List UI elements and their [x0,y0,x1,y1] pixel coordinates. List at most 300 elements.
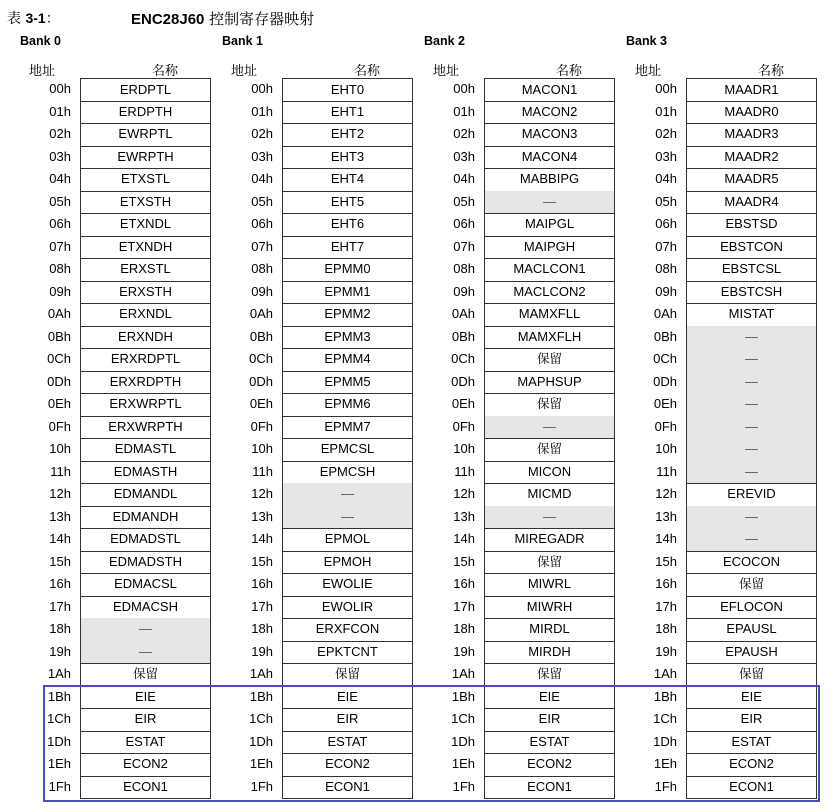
register-name: EIE [80,686,211,710]
unimplemented-register: — [686,506,817,530]
reserved-register: 保留 [484,393,615,417]
register-name: MAIPGH [484,236,615,260]
register-name: MIWRH [484,596,615,620]
table-row [209,528,419,551]
register-name: MACON1 [484,78,615,102]
register-name: MAADR1 [686,78,817,102]
register-address: 08h [453,261,475,276]
table-row [411,213,621,236]
register-address: 1Ch [451,711,475,726]
table-row [613,506,823,529]
register-name: EPMM7 [282,416,413,440]
table-row [411,303,621,326]
register-name: EBSTCSL [686,258,817,282]
register-name: EIE [686,686,817,710]
register-name: ETXNDL [80,213,211,237]
register-address: 0Fh [654,418,677,434]
register-address: 05h [251,193,273,209]
register-address: 15h [49,553,71,569]
register-address: 1Dh [47,733,71,749]
register-address: 10h [49,441,71,456]
register-address: 13h [453,508,475,524]
table-row [7,168,217,191]
table-row [209,101,419,124]
table-row [209,371,419,394]
register-name: ESTAT [80,731,211,755]
register-name: EIR [686,708,817,732]
register-address: 06h [251,216,273,231]
register-address: 1Ah [451,666,475,681]
register-address: 17h [49,598,71,614]
register-name: MIRDH [484,641,615,665]
reserved-register: 保留 [484,438,615,462]
table-row [411,483,621,506]
register-address: 0Dh [249,373,273,389]
register-address: 0Dh [451,373,475,389]
register-address: 11h [454,463,475,479]
register-address: 0Ch [653,351,677,366]
name-column-header: 名称 [555,64,582,79]
register-name: MAADR2 [686,146,817,170]
table-row [209,303,419,326]
table-row [7,461,217,484]
table-row [209,438,419,461]
register-name: ETXSTL [80,168,211,192]
register-address: 0Bh [653,328,677,344]
register-address: 07h [251,238,273,254]
register-name: EDMACSL [80,573,211,597]
table-row [209,123,419,146]
register-address: 1Dh [249,733,273,749]
register-name: MAADR5 [686,168,817,192]
table-row [411,416,621,439]
table-row [7,123,217,146]
register-address: 12h [655,486,677,501]
register-address: 0Bh [249,328,273,344]
bank-title: Bank 1 [222,34,263,48]
register-name: MACON4 [484,146,615,170]
register-name: MAADR3 [686,123,817,147]
register-name: MAIPGL [484,213,615,237]
bank-title: Bank 3 [626,34,667,48]
register-address: 15h [453,553,475,569]
register-address: 06h [453,216,475,231]
register-address: 0Ah [47,306,71,321]
register-address: 12h [251,486,273,501]
register-name: ECOCON [686,551,817,575]
register-address: 18h [655,621,677,636]
register-address: 08h [655,261,677,276]
register-address: 0Dh [47,373,71,389]
table-row [7,528,217,551]
table-row [7,371,217,394]
register-name: EPMM3 [282,326,413,350]
reserved-register: 保留 [686,663,817,687]
address-column-header: 地址 [231,64,258,79]
register-name: MACON2 [484,101,615,125]
address-column-header: 地址 [433,64,460,79]
register-address: 02h [453,126,475,141]
register-name: ECON1 [80,776,211,800]
table-row [613,483,823,506]
register-name: ERXNDH [80,326,211,350]
register-name: EPMM5 [282,371,413,395]
name-column-header: 名称 [353,64,380,79]
table-row [7,281,217,304]
register-address: 0Ah [451,306,475,321]
register-name: ERXSTH [80,281,211,305]
register-name: EIE [484,686,615,710]
table-row [7,146,217,169]
table-row [7,416,217,439]
register-name: EFLOCON [686,596,817,620]
address-column-header: 地址 [29,64,56,79]
table-row [209,213,419,236]
table-row [209,753,419,776]
register-name: EHT2 [282,123,413,147]
table-row [613,641,823,664]
register-name: EWRPTL [80,123,211,147]
register-name: MABBIPG [484,168,615,192]
unimplemented-register: — [686,348,817,372]
table-row [209,281,419,304]
register-address: 05h [655,193,677,209]
table-row [7,438,217,461]
table-row [411,551,621,574]
table-row [209,731,419,754]
register-address: 12h [453,486,475,501]
register-name: MAMXFLH [484,326,615,350]
table-row [613,528,823,551]
unimplemented-register: — [282,483,413,507]
unimplemented-register: — [80,618,211,642]
register-address: 1Eh [451,756,475,771]
table-row [7,258,217,281]
table-row [411,573,621,596]
register-name: EHT6 [282,213,413,237]
register-address: 1Bh [451,688,475,704]
table-row [7,483,217,506]
register-name: EIE [282,686,413,710]
register-name: EPMCSL [282,438,413,462]
register-address: 10h [453,441,475,456]
register-name: ECON2 [282,753,413,777]
register-address: 13h [655,508,677,524]
register-address: 02h [251,126,273,141]
register-address: 19h [49,643,71,659]
register-address: 1Bh [653,688,677,704]
table-row [7,573,217,596]
register-address: 06h [655,216,677,231]
register-address: 17h [655,598,677,614]
register-name: ECON1 [686,776,817,800]
register-name: EHT0 [282,78,413,102]
table-row [7,686,217,709]
register-name: EBSTCON [686,236,817,260]
register-name: EIR [484,708,615,732]
table-row [411,641,621,664]
register-address: 1Ah [47,666,71,681]
register-name: EPMM6 [282,393,413,417]
table-row [209,236,419,259]
table-row [613,303,823,326]
register-name: EWOLIR [282,596,413,620]
table-row [7,326,217,349]
register-address: 0Eh [47,396,71,411]
register-name: ERDPTH [80,101,211,125]
table-row [411,753,621,776]
table-row [613,618,823,641]
register-name: EPMM2 [282,303,413,327]
register-address: 11h [656,463,677,479]
table-row [411,168,621,191]
table-row [411,393,621,416]
register-address: 1Bh [47,688,71,704]
table-row [411,663,621,686]
address-column-header: 地址 [635,64,662,79]
register-address: 11h [50,463,71,479]
table-row [7,618,217,641]
table-row [7,641,217,664]
register-name: EDMADSTL [80,528,211,552]
table-row [7,303,217,326]
register-name: EDMANDH [80,506,211,530]
register-address: 00h [655,81,677,96]
table-row [7,101,217,124]
register-address: 09h [453,283,475,299]
register-name: ERXRDPTL [80,348,211,372]
register-address: 04h [49,171,71,186]
register-address: 04h [453,171,475,186]
register-name: ERXNDL [80,303,211,327]
table-row [411,596,621,619]
register-address: 09h [655,283,677,299]
register-address: 19h [453,643,475,659]
register-address: 01h [453,103,475,119]
table-row [613,776,823,799]
register-address: 15h [655,553,677,569]
table-row [613,416,823,439]
table-row [411,326,621,349]
register-address: 14h [251,531,273,546]
table-row [209,596,419,619]
register-name: EBSTSD [686,213,817,237]
register-address: 1Ah [249,666,273,681]
table-row [613,596,823,619]
register-name: ESTAT [282,731,413,755]
register-address: 1Fh [452,778,475,794]
register-name: EWOLIE [282,573,413,597]
register-name: MACLCON2 [484,281,615,305]
register-address: 13h [251,508,273,524]
unimplemented-register: — [80,641,211,665]
bank-title: Bank 0 [20,34,61,48]
table-row [7,708,217,731]
unimplemented-register: — [282,506,413,530]
register-address: 18h [251,621,273,636]
register-name: EWRPTH [80,146,211,170]
table-row [613,371,823,394]
register-name: EDMANDL [80,483,211,507]
register-address: 1Fh [250,778,273,794]
register-name: EDMACSH [80,596,211,620]
table-row [411,438,621,461]
register-address: 14h [453,531,475,546]
register-address: 0Ah [653,306,677,321]
register-address: 12h [49,486,71,501]
register-address: 09h [251,283,273,299]
register-name: MISTAT [686,303,817,327]
table-row [209,416,419,439]
register-address: 02h [49,126,71,141]
register-address: 1Bh [249,688,273,704]
register-name: EDMASTH [80,461,211,485]
register-name: MIREGADR [484,528,615,552]
table-row [613,213,823,236]
table-row [209,191,419,214]
table-row [209,78,419,101]
register-name: ERXWRPTH [80,416,211,440]
name-column-header: 名称 [757,64,784,79]
register-address: 16h [49,576,71,591]
table-row [411,618,621,641]
register-address: 13h [49,508,71,524]
table-row [209,258,419,281]
reserved-register: 保留 [686,573,817,597]
table-row [613,123,823,146]
table-row [7,213,217,236]
register-address: 10h [251,441,273,456]
table-title: ENC28J60 控制寄存器映射 [131,10,315,28]
register-name: EREVID [686,483,817,507]
table-row [411,776,621,799]
register-address: 00h [251,81,273,96]
table-row [613,708,823,731]
register-address: 15h [251,553,273,569]
table-row [613,146,823,169]
register-name: EPMOH [282,551,413,575]
register-name: ERXFCON [282,618,413,642]
register-name: EHT5 [282,191,413,215]
table-row [411,506,621,529]
table-row [209,686,419,709]
table-row [411,123,621,146]
register-name: MAADR0 [686,101,817,125]
table-row [613,753,823,776]
table-row [209,506,419,529]
register-address: 0Fh [48,418,71,434]
register-name: MICON [484,461,615,485]
table-row [613,236,823,259]
table-row [411,371,621,394]
register-address: 06h [49,216,71,231]
table-row [411,528,621,551]
register-address: 03h [453,148,475,164]
table-row [7,731,217,754]
register-name: EPMM1 [282,281,413,305]
table-row [613,393,823,416]
register-address: 0Eh [249,396,273,411]
register-name: ERDPTL [80,78,211,102]
register-name: EIR [282,708,413,732]
register-address: 10h [655,441,677,456]
register-address: 03h [655,148,677,164]
register-address: 07h [453,238,475,254]
register-address: 08h [49,261,71,276]
register-name: EDMADSTH [80,551,211,575]
register-address: 1Fh [48,778,71,794]
table-row [411,191,621,214]
register-name: ECON2 [80,753,211,777]
register-address: 04h [655,171,677,186]
register-name: EHT3 [282,146,413,170]
register-name: MAPHSUP [484,371,615,395]
table-row [613,663,823,686]
table-row [209,776,419,799]
register-address: 1Ch [249,711,273,726]
register-name: EPMCSH [282,461,413,485]
table-row [411,146,621,169]
table-row [7,663,217,686]
register-name: ECON2 [484,753,615,777]
unimplemented-register: — [484,506,615,530]
table-row [411,236,621,259]
register-address: 05h [453,193,475,209]
table-row [411,731,621,754]
register-address: 16h [251,576,273,591]
table-row [209,573,419,596]
register-name: ERXSTL [80,258,211,282]
register-address: 02h [655,126,677,141]
register-address: 07h [655,238,677,254]
register-name: MIWRL [484,573,615,597]
register-name: EPKTCNT [282,641,413,665]
table-row [209,146,419,169]
register-name: ERXRDPTH [80,371,211,395]
register-address: 01h [655,103,677,119]
table-row [411,258,621,281]
register-name: EPMM4 [282,348,413,372]
table-row [613,348,823,371]
register-address: 0Bh [47,328,71,344]
table-row [613,731,823,754]
table-row [209,461,419,484]
register-name: ESTAT [686,731,817,755]
register-address: 19h [251,643,273,659]
register-address: 09h [49,283,71,299]
register-address: 18h [49,621,71,636]
register-name: MAADR4 [686,191,817,215]
table-row [7,191,217,214]
unimplemented-register: — [686,393,817,417]
register-name: EPAUSH [686,641,817,665]
table-row [209,708,419,731]
register-name: EPMM0 [282,258,413,282]
reserved-register: 保留 [484,551,615,575]
table-row [613,573,823,596]
register-address: 0Ch [47,351,71,366]
table-row [411,78,621,101]
table-row [613,78,823,101]
register-address: 01h [251,103,273,119]
table-row [7,551,217,574]
table-row [613,168,823,191]
unimplemented-register: — [686,528,817,552]
table-row [613,258,823,281]
register-name: EBSTCSH [686,281,817,305]
register-address: 03h [49,148,71,164]
table-row [209,393,419,416]
